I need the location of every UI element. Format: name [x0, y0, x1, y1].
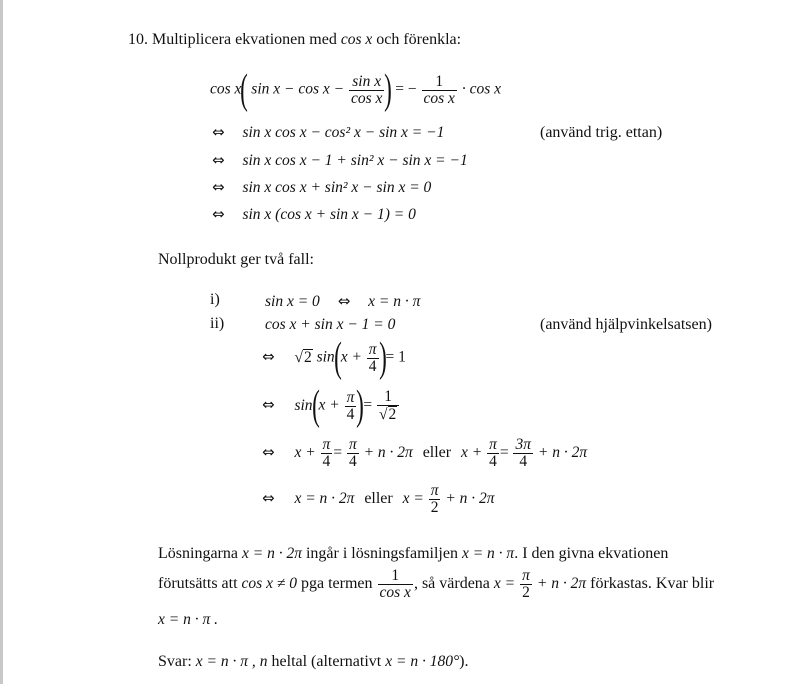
fraction-sinx-cosx: $\frac{\text{sin x}}{\text{cos x}}$ [350, 72, 383, 107]
step-2: ⇔ sin x cos x − 1 + sin² x − sin x = −1 [212, 151, 468, 169]
conclusion-line-2: förutsätts att cos x ≠ 0 pga termen $\frac{1}{\text{cos x}}$ , så värdena x = $\frac{\pi}{2}$ + n · 2π förkastas. Kvar blir [158, 567, 715, 601]
case-2-step-4: ⇔ x = n · 2π eller x = $\frac{\pi}{2}$ + n · 2π [262, 482, 495, 516]
cases-heading: Nollprodukt ger två fall: [158, 251, 314, 268]
page-edge [0, 0, 3, 684]
conclusion-line-3: x = n · π . [158, 611, 218, 628]
case-1-label: i) [210, 291, 220, 308]
note-auxiliary-angle: (använd hjälpvinkelsatsen) [540, 316, 712, 333]
note-trig-identity: (använd trig. ettan) [540, 124, 663, 141]
step-3: ⇔ sin x cos x + sin² x − sin x = 0 [212, 178, 432, 196]
case-2-step-1: ⇔ √2 sin(x + $\frac{\pi}{4}$ )= 1 [262, 335, 406, 381]
case-2-label: ii) [210, 315, 225, 332]
case-1-equation: sin x = 0 ⇔ x = n · π [265, 292, 421, 310]
equation-main: cos x( sin x − cos x − $\frac{\text{sin x}}{\text{cos x}}$ ) = − $\frac{1}{\text{cos x}}$ · cos x [210, 67, 501, 113]
case-2-step-2: ⇔ sin(x + $\frac{\pi}{4}$ )= $\frac{1}{√2}$ [262, 386, 400, 426]
case-2-step-3: ⇔ x + $\frac{\pi}{4}$ = $\frac{\pi}{4}$ + n · 2π eller x + $\frac{\pi}{4}$ = $\frac{3\pi}{4}$ + n · 2π [262, 436, 588, 470]
step-4: ⇔ sin x (cos x + sin x − 1) = 0 [212, 205, 416, 223]
case-2-equation: cos x + sin x − 1 = 0 [265, 316, 396, 333]
fraction-one-over-cosx: $\frac{1}{\text{cos x}}$ [423, 72, 455, 107]
answer-line: Svar: x = n · π , n heltal (alternativt x = n · 180°). [158, 653, 469, 670]
step-1: ⇔ sin x cos x − cos² x − sin x = −1 [212, 123, 445, 141]
problem-heading: 10. Multiplicera ekvationen med cos x och förenkla: [128, 31, 462, 48]
conclusion-line-1: Lösningarna x = n · 2π ingår i lösningsfamiljen x = n · π. I den givna ekvationen [158, 545, 669, 562]
